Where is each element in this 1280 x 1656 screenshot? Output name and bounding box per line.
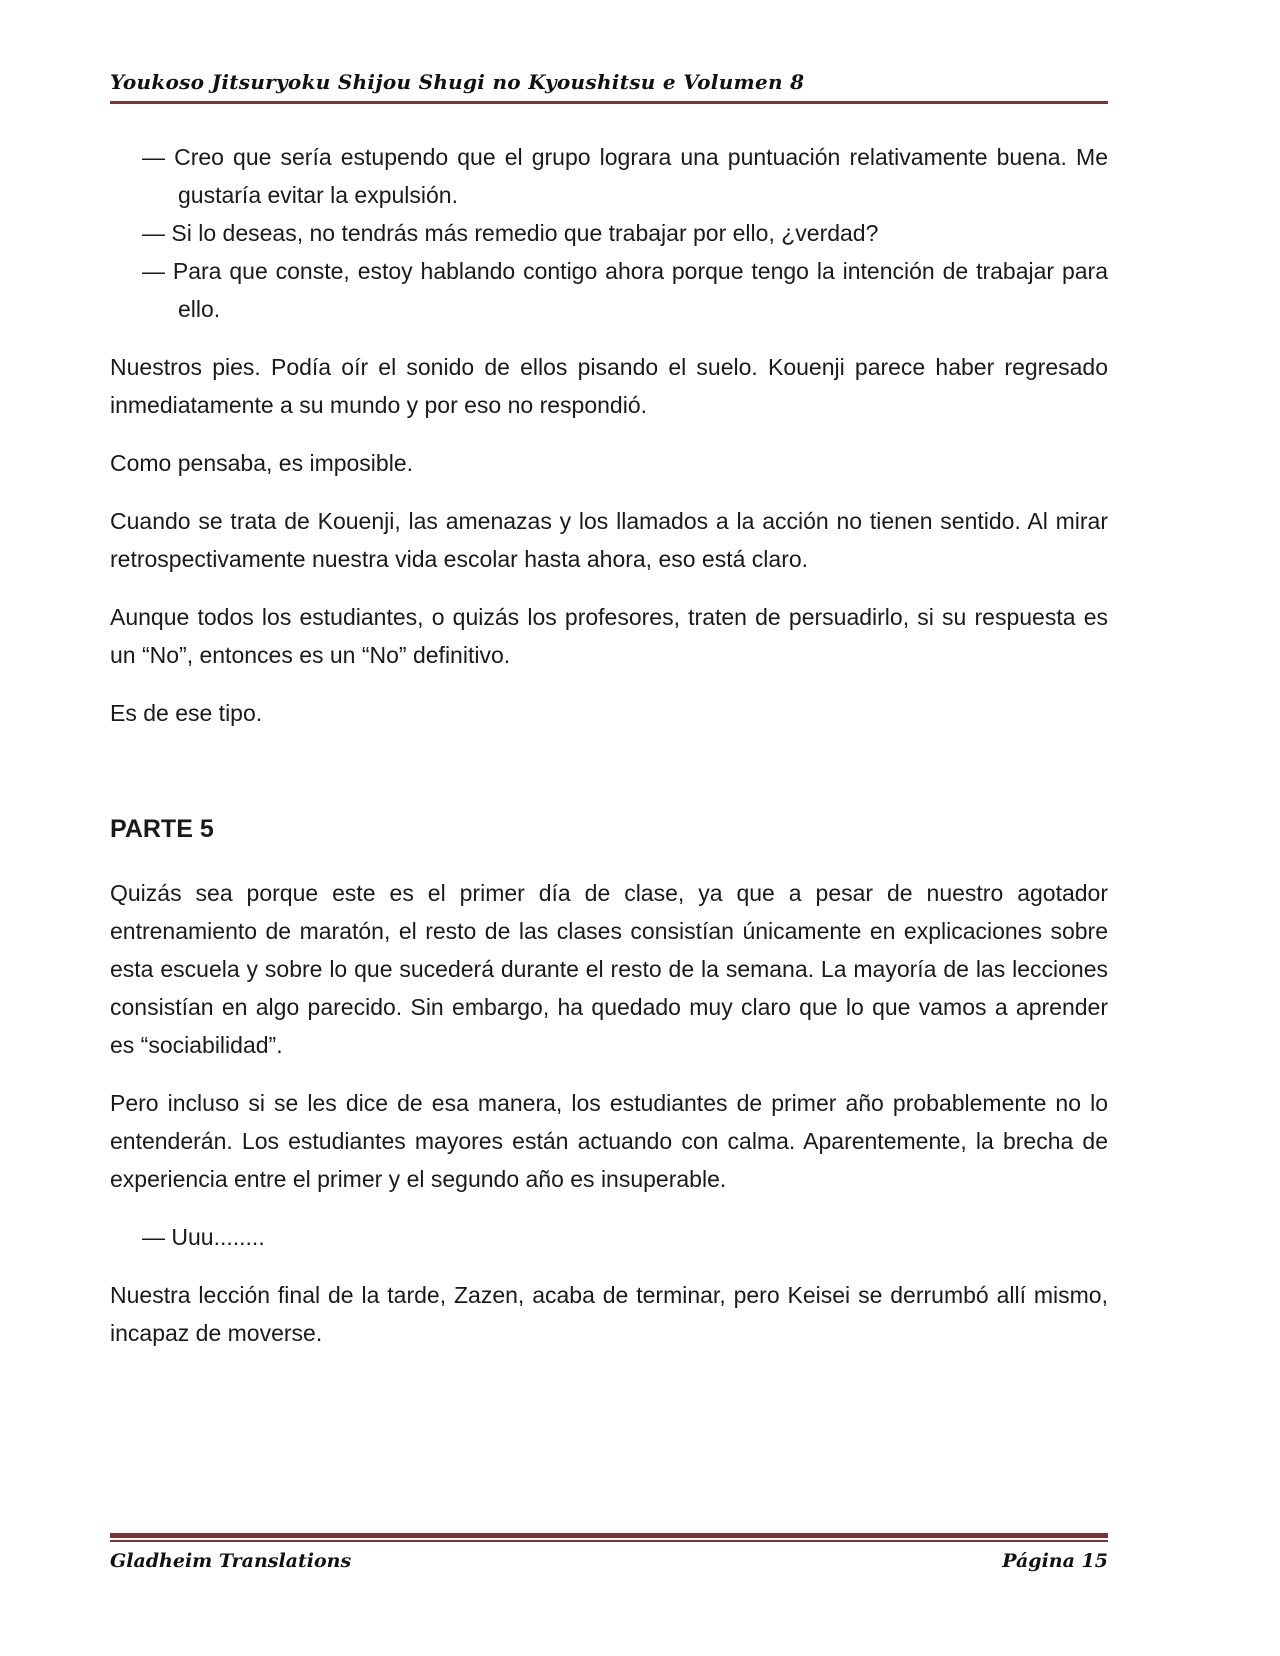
body-paragraph: Es de ese tipo. <box>110 700 263 726</box>
body-paragraph: Aunque todos los estudiantes, o quizás los profesores, traten de persuadirlo, si su respuesta es un “No”, entonces es un “No” definitivo. <box>110 604 1108 668</box>
dialogue-line: — Para que conste, estoy hablando contigo ahora porque tengo la intención de trabajar para ello. <box>142 258 1108 322</box>
page-content <box>110 138 1108 1352</box>
header-title: Youkoso Jitsuryoku Shijou Shugi no Kyoushitsu e Volumen 8 <box>110 70 805 94</box>
page-header <box>110 0 1108 104</box>
footer-translator: Gladheim Translations <box>110 1550 352 1572</box>
body-paragraph: Quizás sea porque este es el primer día de clase, ya que a pesar de nuestro agotador entrenamiento de maratón, el resto de las clases consistían únicamente en explicaciones sobre esta escuela y sobre lo que sucederá durante el resto de la semana. La mayoría de las lecciones consistían en algo parecido. Sin embargo, ha quedado muy claro que lo que vamos a aprender es “sociabilidad”. <box>110 880 1108 1058</box>
body-paragraph: Como pensaba, es imposible. <box>110 450 413 476</box>
footer-page-number: Página 15 <box>1002 1550 1108 1572</box>
page-footer <box>110 1533 1108 1572</box>
footer-rule <box>110 1533 1108 1542</box>
body-paragraph: Pero incluso si se les dice de esa manera, los estudiantes de primer año probablemente no lo entenderán. Los estudiantes mayores están actuando con calma. Aparentemente, la brecha de experiencia entre el primer y el segundo año es insuperable. <box>110 1090 1108 1192</box>
section-heading: PARTE 5 <box>110 815 214 843</box>
body-paragraph: Nuestra lección final de la tarde, Zazen, acaba de terminar, pero Keisei se derrumbó allí mismo, incapaz de moverse. <box>110 1282 1108 1346</box>
body-paragraph: Cuando se trata de Kouenji, las amenazas y los llamados a la acción no tienen sentido. Al mirar retrospectivamente nuestra vida escolar hasta ahora, eso está claro. <box>110 508 1108 572</box>
dialogue-line: — Uuu........ <box>142 1224 265 1250</box>
header-rule <box>110 101 1108 104</box>
dialogue-line: — Si lo deseas, no tendrás más remedio que trabajar por ello, ¿verdad? <box>142 220 879 246</box>
body-paragraph: Nuestros pies. Podía oír el sonido de ellos pisando el suelo. Kouenji parece haber regresado inmediatamente a su mundo y por eso no respondió. <box>110 354 1108 418</box>
dialogue-line: — Creo que sería estupendo que el grupo lograra una puntuación relativamente buena. Me gustaría evitar la expulsión. <box>142 144 1108 208</box>
